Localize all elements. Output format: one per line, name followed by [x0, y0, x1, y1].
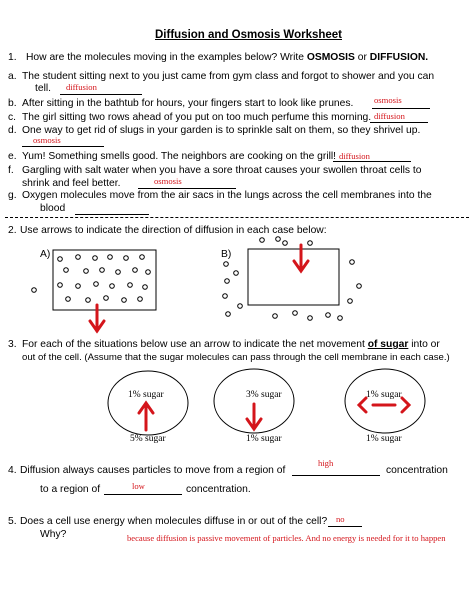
q1e-text: Yum! Something smells good. The neighbors are cooking on the grill! — [22, 151, 337, 162]
q1a-answer: diffusion — [66, 82, 97, 92]
q1d-answer: osmosis — [33, 135, 61, 145]
q1c-text: The girl sitting two rows ahead of you put on too much perfume this morning. — [22, 112, 372, 123]
q3-cell-1-outside: 5% sugar — [130, 434, 166, 444]
q1f-answer: osmosis — [154, 176, 182, 186]
q1e-letter: e. — [8, 151, 17, 162]
q1g-text: Oxygen molecules move from the air sacs in the lungs across the cell membranes into the — [22, 190, 432, 201]
q3-cell-3-inside: 1% sugar — [366, 390, 402, 400]
q1e-answer: diffusion — [339, 151, 370, 161]
q4-answer-line-2 — [104, 494, 182, 495]
q4-answer-line-1 — [292, 475, 380, 476]
q1f-text-2: shrink and feel better. — [22, 178, 121, 189]
q3-cell-3 — [345, 369, 425, 433]
q3-prompt-text-2: into or — [408, 339, 440, 350]
q1-diffusion: DIFFUSION. — [369, 52, 429, 63]
q2-box-a-particles — [32, 255, 151, 303]
q3-cell-2-outside: 1% sugar — [246, 434, 282, 444]
q4-text-2: concentration — [386, 465, 448, 476]
q2-box-b — [248, 249, 339, 305]
q1g-letter: g. — [8, 190, 17, 201]
q4-text-4: concentration. — [186, 484, 251, 495]
q3-number: 3. — [8, 339, 17, 350]
q1-or: or — [354, 52, 370, 63]
q1d-text: One way to get rid of slugs in your garden is to sprinkle salt on them, so they shrivel up. — [22, 125, 421, 136]
q5-number: 5. — [8, 516, 17, 527]
q1b-answer: osmosis — [374, 95, 402, 105]
q5-why: Why? — [40, 529, 67, 540]
q4-text-1: Diffusion always causes particles to move from a region of — [20, 465, 286, 476]
q2-label-b: B) — [221, 249, 232, 260]
q4-answer-low: low — [132, 481, 145, 491]
q4-text-3: to a region of — [40, 484, 101, 495]
q3-prompt — [22, 339, 440, 351]
q1-number: 1. — [8, 52, 17, 63]
q1a-letter: a. — [8, 71, 17, 82]
q3-cell-3-outside: 1% sugar — [366, 434, 402, 444]
q5-text: Does a cell use energy when molecules diffuse in or out of the cell? — [20, 516, 328, 527]
q3-cell-1-arrow — [139, 403, 153, 430]
q1-osmosis: OSMOSIS — [306, 52, 355, 63]
q1a-text: The student sitting next to you just came from gym class and forgot to shower and you can — [22, 71, 435, 82]
q1d-letter: d. — [8, 125, 17, 136]
q1-prompt-text: How are the molecules moving in the examples below? Write — [26, 52, 307, 63]
q2-number: 2. — [8, 225, 17, 236]
q3-cell-2-inside: 3% sugar — [246, 390, 282, 400]
worksheet-title: Diffusion and Osmosis Worksheet — [155, 29, 343, 41]
q1f-text: Gargling with salt water when you have a sore throat causes your swollen throat cells to — [22, 165, 422, 176]
q3-prompt-line2: out of the cell. (Assume that the sugar molecules can pass through the cell membrane in each case.) — [22, 352, 450, 363]
q2-prompt: Use arrows to indicate the direction of diffusion in each case below: — [20, 225, 327, 236]
q4-number: 4. — [8, 465, 17, 476]
q3-emphasis: of sugar — [367, 339, 409, 350]
q4-answer-high: high — [318, 458, 334, 468]
q5-answer-line — [328, 526, 362, 527]
q1b-letter: b. — [8, 98, 17, 109]
q1b-text: After sitting in the bathtub for hours, your fingers start to look like prunes. — [22, 98, 354, 109]
q3-cell-1 — [108, 371, 188, 435]
q1f-letter: f. — [8, 165, 14, 176]
q3-prompt-text: For each of the situations below use an arrow to indicate the net movement — [22, 339, 368, 350]
q3-cell-2-arrow — [247, 404, 261, 429]
q1g-text-2: blood — [40, 203, 66, 214]
q3-cell-1-inside: 1% sugar — [128, 390, 164, 400]
q2-label-a: A) — [40, 249, 51, 260]
q5-answer: no — [336, 514, 345, 524]
q1c-answer: diffusion — [374, 111, 405, 121]
q5-explanation: because diffusion is passive movement of particles. And no energy is needed for it to happen — [127, 533, 446, 543]
q2-a-answer-arrow — [90, 305, 104, 331]
q1c-letter: c. — [8, 112, 17, 123]
q3-cell-3-arrow — [359, 398, 409, 412]
q1a-text-2: tell. — [35, 83, 52, 94]
